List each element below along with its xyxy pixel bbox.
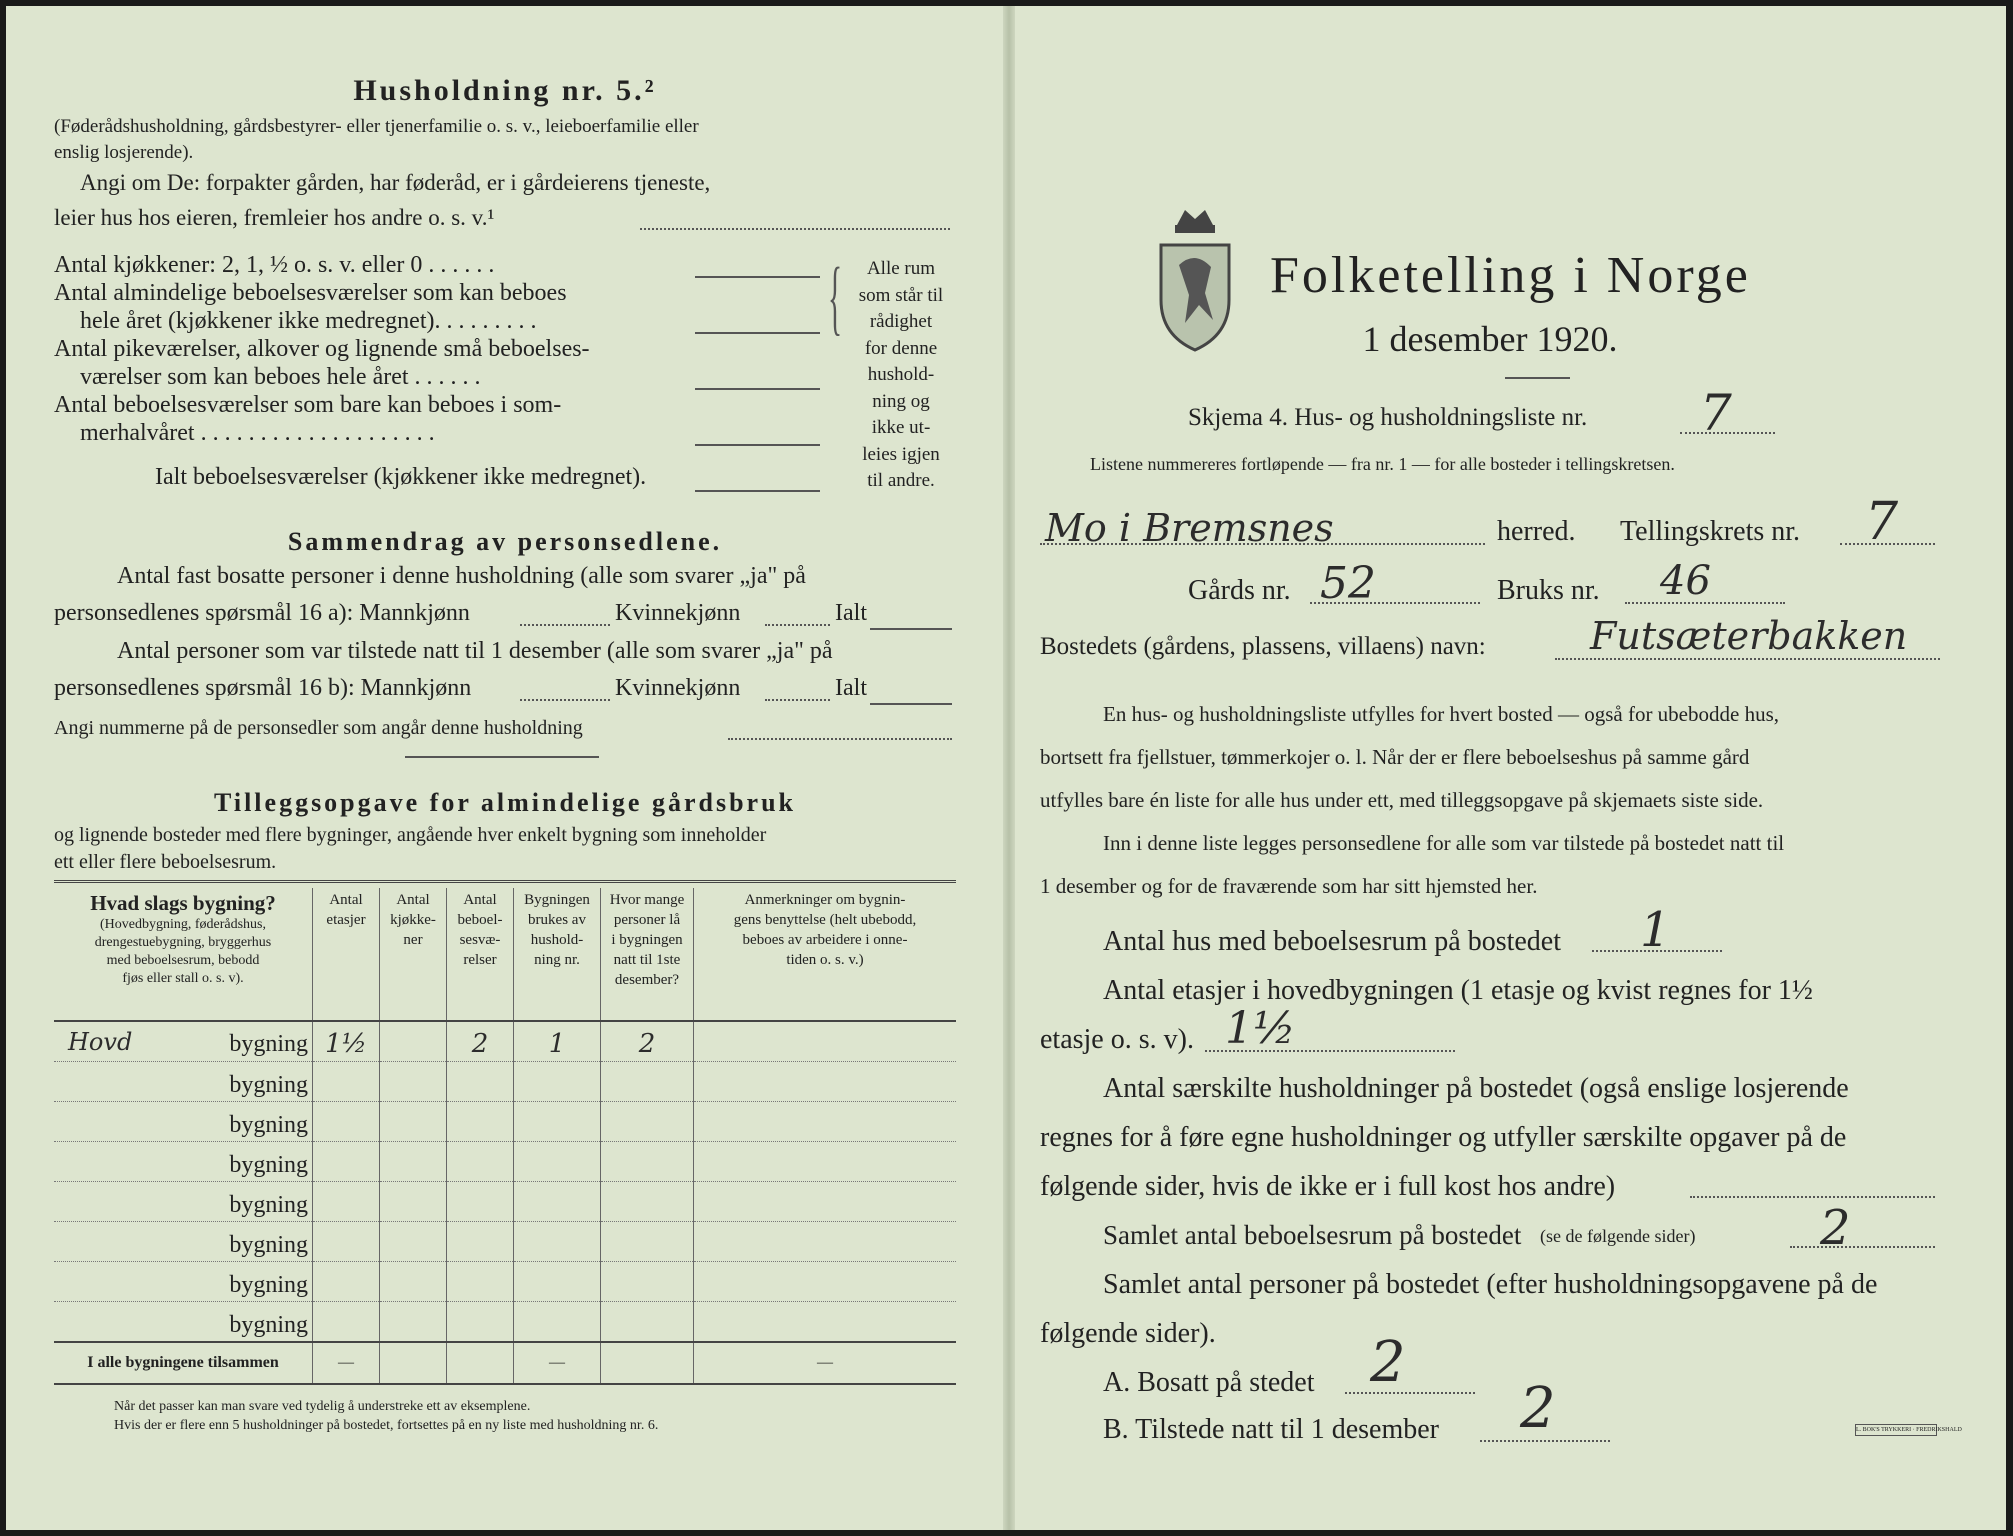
household-title: Husholdning nr. 5.² [353,74,657,107]
angi-answer-line [640,228,950,230]
cell [380,1142,447,1182]
cell [380,1222,447,1262]
summary-blank [870,703,952,705]
summary-kvinne-b: Kvinnekjønn [615,675,741,701]
cell-type: Hovd bygning [54,1021,313,1062]
cell [313,1182,380,1222]
rooms-total: Ialt beboelsesværelser (kjøkkener ikke medregnet). [155,464,647,490]
norwegian-coat-of-arms-icon [1155,205,1235,355]
table-row [54,1262,956,1302]
section-rule [405,756,599,758]
col-header-kjokkener: Antal kjøkke- ner [380,888,447,1021]
q-rum-small: (se de følgende sider) [1540,1226,1696,1246]
q-pers-line-1: Samlet antal personer på bostedet (efter husholdningsopgavene på de [1103,1269,1878,1300]
tillegg-intro-2: ett eller flere beboelsesrum. [54,851,277,873]
col-header-personer: Hvor mange personer lå i bygningen natt til 1ste desember? [601,888,694,1021]
rooms-answer-line [695,276,820,278]
summary-ialt-b: Ialt [835,675,867,701]
cell-personer: 2 [601,1021,694,1062]
cell [313,1102,380,1142]
table-row [54,1102,956,1142]
cell [601,1222,694,1262]
summary-blank [765,699,830,701]
bosted-label: Bostedets (gårdens, plassens, villaens) navn: [1040,633,1486,660]
cell-type: bygning [54,1102,313,1142]
cell [514,1222,601,1262]
q-pers-line-2: følgende sider). [1040,1318,1216,1349]
bosted-line [1555,658,1940,660]
summary-blank [520,624,610,626]
household-intro-1: (Føderådshusholdning, gårdsbestyrer- eller tjenerfamilie o. s. v., leieboerfamilie eller [54,116,699,137]
cell-husholdning: 1 [514,1021,601,1062]
cell [601,1102,694,1142]
cell [601,1062,694,1102]
cell [601,1262,694,1302]
q-hus-line [1592,950,1722,952]
cell [447,1182,514,1222]
cell [694,1302,957,1343]
footnote-2: Hvis der er flere enn 5 husholdninger på bostedet, fortsettes på en ny liste med husholdning nr. 6. [114,1418,659,1433]
bruks-line [1625,602,1785,604]
col-header-husholdning: Bygningen brukes av hushold- ning nr. [514,888,601,1021]
q-hush-line [1690,1196,1935,1198]
cell [514,1302,601,1343]
cell-anmerkninger [694,1021,957,1062]
table-row [54,1021,956,1062]
cell [447,1102,514,1142]
q-hus-value: 1 [1640,902,1671,958]
q-hush-line-2: regnes for å føre egne husholdninger og utfyller særskilte opgaver på de [1040,1122,1847,1153]
page-fold [1003,6,1015,1530]
tellingskrets-line [1840,543,1935,545]
b-line [1480,1440,1610,1442]
skjema-nr-line [1680,432,1775,434]
title-rule [1505,377,1570,379]
cell [380,1182,447,1222]
cell [694,1262,957,1302]
q-rum-label: Samlet antal beboelsesrum på bostedet [1103,1220,1522,1250]
cell [447,1062,514,1102]
angi-line-2: leier hus hos eieren, fremleier hos andre o. s. v.¹ [54,205,495,230]
cell-type: bygning [54,1182,313,1222]
b-label: B. Tilstede natt til 1 desember [1103,1414,1439,1445]
bruks-value: 46 [1660,558,1711,604]
household-intro-2: enslig losjerende). [54,142,194,163]
table-row [54,1182,956,1222]
total-husholdning: — [514,1342,601,1384]
table-row [54,1062,956,1102]
total-label: I alle bygningene tilsammen [54,1342,313,1384]
cell-vaerelser: 2 [447,1021,514,1062]
skjema-nr-value: 7 [1700,384,1732,442]
cell [313,1302,380,1343]
q-etasjer-line [1205,1050,1455,1052]
cell [447,1302,514,1343]
brace-note: Alle rum som står til rådighet for denne hushold- ning og ikke ut- leies igjen til andre. [858,258,944,491]
q-etasjer-line-1: Antal etasjer i hovedbygningen (1 etasje og kvist regnes for 1½ [1103,975,1813,1006]
para1-line-2: bortsett fra fjellstuer, tømmerkojer o. l. Når der er flere beboelseshus på samme gård [1040,745,1750,769]
cell [380,1302,447,1343]
cell [313,1222,380,1262]
herred-value: Mo i Bremsnes [1045,506,1334,550]
summary-line-5: Angi nummerne på de personsedler som angår denne husholdning [54,717,583,739]
gards-line [1310,602,1480,604]
cell-type: bygning [54,1062,313,1102]
col-header-anmerkninger: Anmerkninger om bygnin- gens benyttelse (helt ubebodd, beboes av arbeidere i onne- tiden o. s. v.) [694,888,957,1021]
para2-line-2: 1 desember og for de fraværende som har sitt hjemsted her. [1040,874,1538,898]
b-value: 2 [1520,1376,1556,1441]
footnote-1: Når det passer kan man svare ved tydelig å understreke ett av eksemplene. [114,1399,531,1414]
cell [447,1222,514,1262]
cell [313,1262,380,1302]
q-hush-line-1: Antal særskilte husholdninger på bostedet (også enslige losjerende [1103,1073,1849,1104]
cell [514,1262,601,1302]
rooms-small: Antal pikeværelser, alkover og lignende små beboelses- [54,336,590,362]
rooms-ordinary: Antal almindelige beboelsesværelser som kan beboes [54,280,567,306]
cell [514,1062,601,1102]
a-value: 2 [1370,1330,1406,1395]
cell [694,1102,957,1142]
summary-title: Sammendrag av personsedlene. [287,527,723,556]
census-date: 1 desember 1920. [1362,319,1618,359]
herred-line [1040,543,1485,545]
cell-type: bygning [54,1262,313,1302]
col-header-vaerelser: Antal beboel- sesvæ- relser [447,888,514,1021]
rooms-answer-line [695,490,820,492]
q-hus-label: Antal hus med beboelsesrum på bostedet [1103,926,1562,957]
census-title: Folketelling i Norge [1270,247,1751,304]
summary-line-4: personsedlenes spørsmål 16 b): Mannkjønn [54,675,472,701]
cell [514,1142,601,1182]
summary-blank [870,628,952,630]
table-header-row [54,888,956,1021]
brace: { [828,251,843,344]
summary-ialt-a: Ialt [835,600,867,626]
col-header-etasjer: Antal etasjer [313,888,380,1021]
total-personer [601,1342,694,1384]
cell [447,1142,514,1182]
q-rum-value: 2 [1820,1200,1851,1256]
building-table [54,888,956,1385]
bosted-value: Futsæterbakken [1590,614,1908,658]
table-total-row [54,1342,956,1384]
bruks-label: Bruks nr. [1497,575,1600,606]
rooms-summer-2: merhalvåret . . . . . . . . . . . . . . . . . . . . [80,420,435,446]
cell-type: bygning [54,1222,313,1262]
summary-kvinne-a: Kvinnekjønn [615,600,741,626]
cell [514,1182,601,1222]
tellingskrets-label: Tellingskrets nr. [1620,516,1801,547]
table-row [54,1142,956,1182]
q-hush-line-3: følgende sider, hvis de ikke er i full kost hos andre) [1040,1171,1616,1202]
cell [380,1102,447,1142]
total-vaerelser [447,1342,514,1384]
cell [601,1142,694,1182]
summary-line-1: Antal fast bosatte personer i denne husholdning (alle som svarer „ja" på [117,563,806,589]
table-top-rule [54,880,956,883]
q-rum-line [1790,1246,1935,1248]
summary-blank [520,699,610,701]
para2-line-1: Inn i denne liste legges personsedlene for alle som var tilstede på bostedet natt til [1103,831,1785,855]
listene-note: Listene nummereres fortløpende — fra nr. 1 — for alle bosteder i tellingskretsen. [1090,454,1675,474]
cell [601,1302,694,1343]
cell [694,1062,957,1102]
cell [601,1182,694,1222]
cell [694,1142,957,1182]
cell [380,1262,447,1302]
cell [694,1182,957,1222]
cell-kjokkener [380,1021,447,1062]
cell [447,1262,514,1302]
cell [694,1222,957,1262]
tillegg-intro-1: og lignende bosteder med flere bygninger, angående hver enkelt bygning som inneholder [54,824,767,846]
rooms-kitchens: Antal kjøkkener: 2, 1, ½ o. s. v. eller 0 . . . . . . [54,252,495,278]
summary-blank [728,738,952,740]
herred-label: herred. [1497,516,1576,547]
table-row [54,1222,956,1262]
rooms-summer: Antal beboelsesværelser som bare kan beboes i som- [54,392,562,418]
cell [313,1142,380,1182]
summary-line-2: personsedlenes spørsmål 16 a): Mannkjønn [54,600,470,626]
summary-line-3: Antal personer som var tilstede natt til 1 desember (alle som svarer „ja" på [117,638,833,664]
para1-line-3: utfylles bare én liste for alle hus under ett, med tilleggsopgave på skjemaets siste side. [1040,788,1764,812]
tillegg-title: Tilleggsopgave for almindelige gårdsbruk [213,788,797,817]
cell-type: bygning [54,1302,313,1343]
rooms-answer-line [695,388,820,390]
tellingskrets-value: 7 [1865,492,1899,552]
rooms-small-2: værelser som kan beboes hele året . . . . . . [80,364,481,390]
rooms-answer-line [695,332,820,334]
cell-type: bygning [54,1142,313,1182]
cell [380,1062,447,1102]
q-etasjer-line-2: etasje o. s. v). [1040,1024,1194,1055]
a-line [1345,1392,1475,1394]
para1-line-1: En hus- og husholdningsliste utfylles for hvert bosted — også for ubebodde hus, [1103,702,1779,726]
a-label: A. Bosatt på stedet [1103,1367,1315,1398]
q-etasjer-value: 1½ [1225,1003,1296,1054]
gards-value: 52 [1320,558,1376,609]
angi-line-1: Angi om De: forpakter gården, har føderåd, er i gårdeierens tjeneste, [80,170,711,195]
cell-etasjer: 1½ [313,1021,380,1062]
rooms-ordinary-2: hele året (kjøkkener ikke medregnet). . . . . . . . . [80,308,537,334]
cell [313,1062,380,1102]
total-kjokkener [380,1342,447,1384]
gards-label: Gårds nr. [1188,575,1291,606]
printer-stamp: L. BOK'S TRYKKERI · FREDRIKSHALD [1855,1424,1937,1436]
cell [514,1102,601,1142]
skjema-label: Skjema 4. Hus- og husholdningsliste nr. [1188,404,1588,431]
rooms-answer-line [695,444,820,446]
col-header-type: Hvad slags bygning? (Hovedbygning, føderådshus, drengestuebygning, bryggerhus med beboelsesrum, bebodd fjøs eller stall o. s. v). [54,888,313,1021]
table-row [54,1302,956,1343]
summary-blank [765,624,830,626]
total-anmerkninger: — [694,1342,957,1384]
total-etasjer: — [313,1342,380,1384]
